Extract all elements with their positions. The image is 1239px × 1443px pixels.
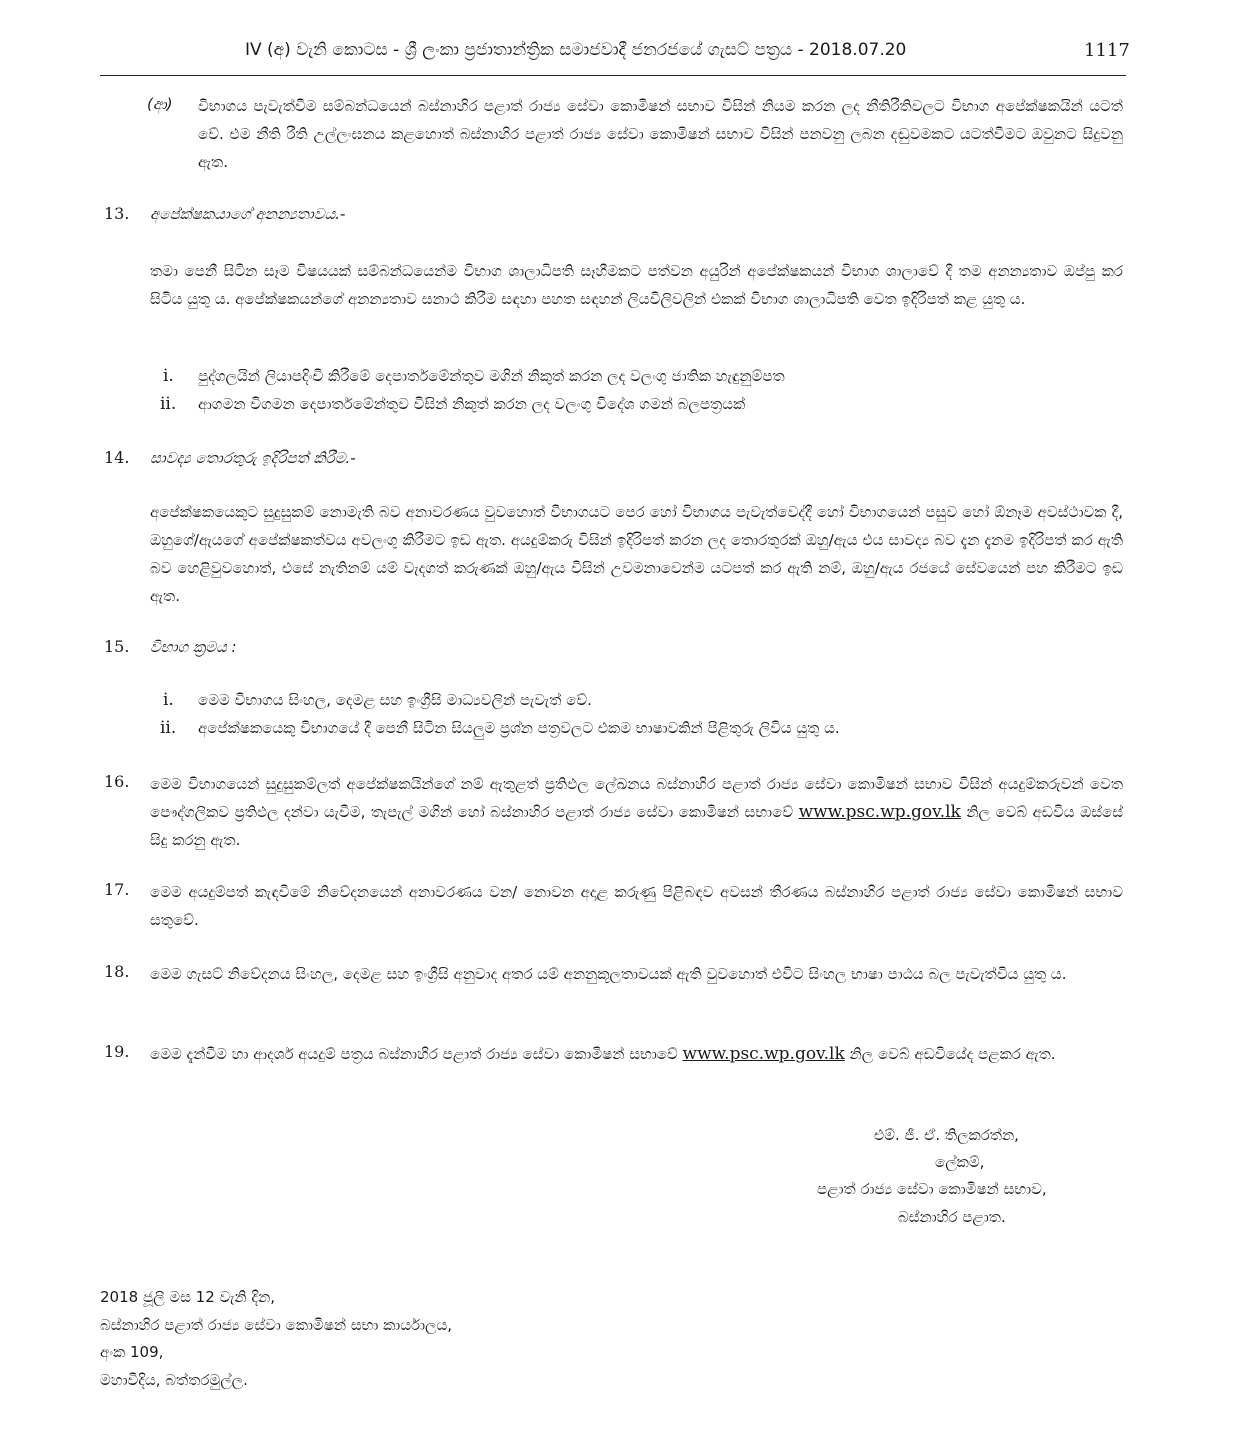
section-18-text: මෙම ගැසට් නිවේදනය සිංහල, දෙමළ සහ ඉංග්‍රීසි අනුවාද අතර යම් අනනුකූලතාවයක් ඇති වුවහොත් එවිට සිංහල භාෂා පාඨය බල පැවැත්විය යුතු ය.	[150, 965, 1067, 983]
section-19-text	[150, 1040, 1123, 1068]
section-13-number: 13.	[104, 204, 130, 223]
page-number: 1117	[1084, 40, 1130, 61]
signatory-title: ලේකම්,	[935, 1153, 985, 1171]
section-15-heading: විභාග ක්‍රමය :	[150, 638, 237, 656]
section-13-heading: අපේක්ෂකයාගේ අනන්‍යතාවය.-	[150, 205, 346, 223]
office-name: බස්නාහිර පළාත් රාජ්‍ය සේවා කොමිෂන් සභා කාර්යාලය,	[100, 1316, 453, 1334]
section-14-text: අපේක්ෂකයෙකුට සුදුසුකම් නොමැති බව අනාවරණය වුවහොත් විභාගයට පෙර හෝ විභාගය පැවැත්වෙද්දී හෝ විභාගයෙන් පසුව හෝ ඕනෑම අවස්ථාවක දී, ඔහුගේ/ඇයගේ අපේක්ෂකත්වය අවලංගු කිරීමට ඉඩ ඇත. අයදුම්කරු විසින් ඉදිරිපත් කරන ලද තොරතුරක් ඔහු/ඇය එය සාවද්‍ය බව දැන දැනම ඉදිරිපත් කර ඇති බව හෙළිවුවහොත්, එසේ නැතිනම් යම් වැදගත් කරුණක් ඔහු/ඇය විසින් උවමනාවෙන්ම යටපත් කර ඇති නම්, ඔහු/ඇය රජයේ සේවයෙන් පහ කිරීමට ඉඩ ඇත.	[150, 503, 1123, 605]
section-14-heading: සාවද්‍ය තොරතුරු ඉදිරිපත් කිරීම.-	[150, 449, 356, 467]
section-16-number: 16.	[104, 772, 130, 791]
para-aa-label: (ආ)	[147, 95, 173, 113]
section-15-item-2-text: අපේක්ෂකයෙකු විභාගයේ දී පෙනී සිටින සියලුම ප්‍රශ්න පත්‍රවලට එකම භාෂාවකින් පිළිතුරු ලිවිය යුතු ය.	[198, 719, 840, 737]
office-street: මහාවීදිය, බත්තරමුල්ල.	[100, 1371, 248, 1389]
psc-website-link[interactable]: www.psc.wp.gov.lk	[798, 802, 961, 822]
section-15-number: 15.	[104, 637, 130, 656]
section-13-item-1-text: පුද්ගලයින් ලියාපදිංචි කිරීමේ දෙපාර්තමේන්තුව මගින් නිකුත් කරන ලද වලංගු ජාතික හැඳුනුම්පත	[198, 367, 785, 385]
section-16-text	[150, 770, 1123, 854]
section-13-item-2-number: ii.	[160, 394, 177, 414]
section-15-item-2-number: ii.	[160, 718, 177, 738]
office-number: අංක 109,	[100, 1343, 164, 1361]
section-15-item-1-number: i.	[163, 690, 174, 710]
gazette-header-title: IV (අ) වැනි කොටස - ශ්‍රී ලංකා ප්‍රජාතාන්ත්‍රික සමාජවාදී ජනරජයේ ගැසට් පත්‍රය - 2018.07.20	[245, 40, 907, 60]
section-17-text: මෙම අයදුම්පත් කැඳවීමේ නිවේදනයෙන් අනාවරණය වන/ නොවන අදාළ කරුණු පිළිබඳව අවසන් තීරණය බස්නාහිර පළාත් රාජ්‍ය සේවා කොමිෂන් සභාව සතුවේ.	[150, 883, 1123, 929]
section-18-number: 18.	[104, 962, 130, 981]
section-17-number: 17.	[104, 880, 130, 899]
section-13-text: තමා පෙනී සිටින සෑම විෂයයක් සම්බන්ධයෙන්ම විභාග ශාලාධිපති සෑහීමකට පත්වන අයුරින් අපේක්ෂකයන් විභාග ශාලාවේ දී තම අනන්‍යතාව ඔප්පු කර සිටිය යුතු ය. අපේක්ෂකයන්ගේ අනන්‍යතාව සනාථ කිරීම සඳහා පහත සඳහන් ලියවිලිවලින් එකක් විභාග ශාලාධිපති වෙත ඉදිරිපත් කළ යුතු ය.	[150, 262, 1123, 308]
section-19-text-before: මෙම දැන්වීම හා ආදර්ශ අයදුම් පත්‍රය බස්නාහිර පළාත් රාජ්‍ය සේවා කොමිෂන් සභාවේ	[150, 1045, 683, 1063]
section-16-text-after: නිල වෙබ් අඩවිය ඔස්සේ සිදු කරනු ඇත.	[150, 803, 1123, 849]
section-15-item-1-text: මෙම විභාගය සිංහල, දෙමළ සහ ඉංග්‍රීසි මාධ්‍යවලින් පැවැත් වේ.	[198, 691, 592, 709]
section-19-text-after: නිල වෙබ් අඩවියේද පළකර ඇත.	[844, 1045, 1056, 1063]
signatory-province: බස්නාහිර පළාත.	[898, 1208, 1006, 1226]
para-aa-text: විභාගය පැවැත්වීම සම්බන්ධයෙන් බස්නාහිර පළාත් රාජ්‍ය සේවා කොමිෂන් සභාව විසින් නියම කරන ලද නීතිරීතිවලට විභාග අපේක්ෂකයින් යටත් වේ. එම නීති රීති උල්ලංඝනය කළහොත් බස්නාහිර පළාත් රාජ්‍ය සේවා කොමිෂන් සභාව විසින් පනවනු ලබන දඬුවමකට යටත්වීමට ඔවුනට සිදුවනු ඇත.	[198, 97, 1123, 171]
section-14-number: 14.	[104, 448, 130, 467]
section-13-item-2-text: ආගමන විගමන දෙපාර්තමේන්තුව විසින් නිකුත් කරන ලද වලංගු විදේශ ගමන් බලපත්‍රයක්	[198, 395, 746, 413]
section-13-item-1-number: i.	[163, 366, 174, 386]
header-divider	[100, 75, 1126, 76]
psc-website-link-2[interactable]: www.psc.wp.gov.lk	[682, 1044, 845, 1064]
signatory-organization: පළාත් රාජ්‍ය සේවා කොමිෂන් සභාව,	[817, 1180, 1047, 1198]
section-16-text-before: මෙම විභාගයෙන් සුදුසුකම්ලත් අපේක්ෂකයින්ගේ නම් ඇතුළත් ප්‍රතිඵල ලේඛනය බස්නාහිර පළාත් රාජ්‍ය සේවා කොමිෂන් සභාව විසින් අයදුම්කරුවන් වෙත පෞද්ගලිකව ප්‍රතිඵල දන්වා යැවීම, තැපැල් මගින් හෝ බස්නාහිර පළාත් රාජ්‍ය සේවා කොමිෂන් සභාවේ	[150, 775, 1123, 821]
signatory-name: එම්. ජී. ඒ. තිලකරත්න,	[874, 1126, 1019, 1144]
section-19-number: 19.	[104, 1042, 130, 1061]
issue-date: 2018 ජූලි මස 12 වැනි දින,	[100, 1288, 276, 1306]
